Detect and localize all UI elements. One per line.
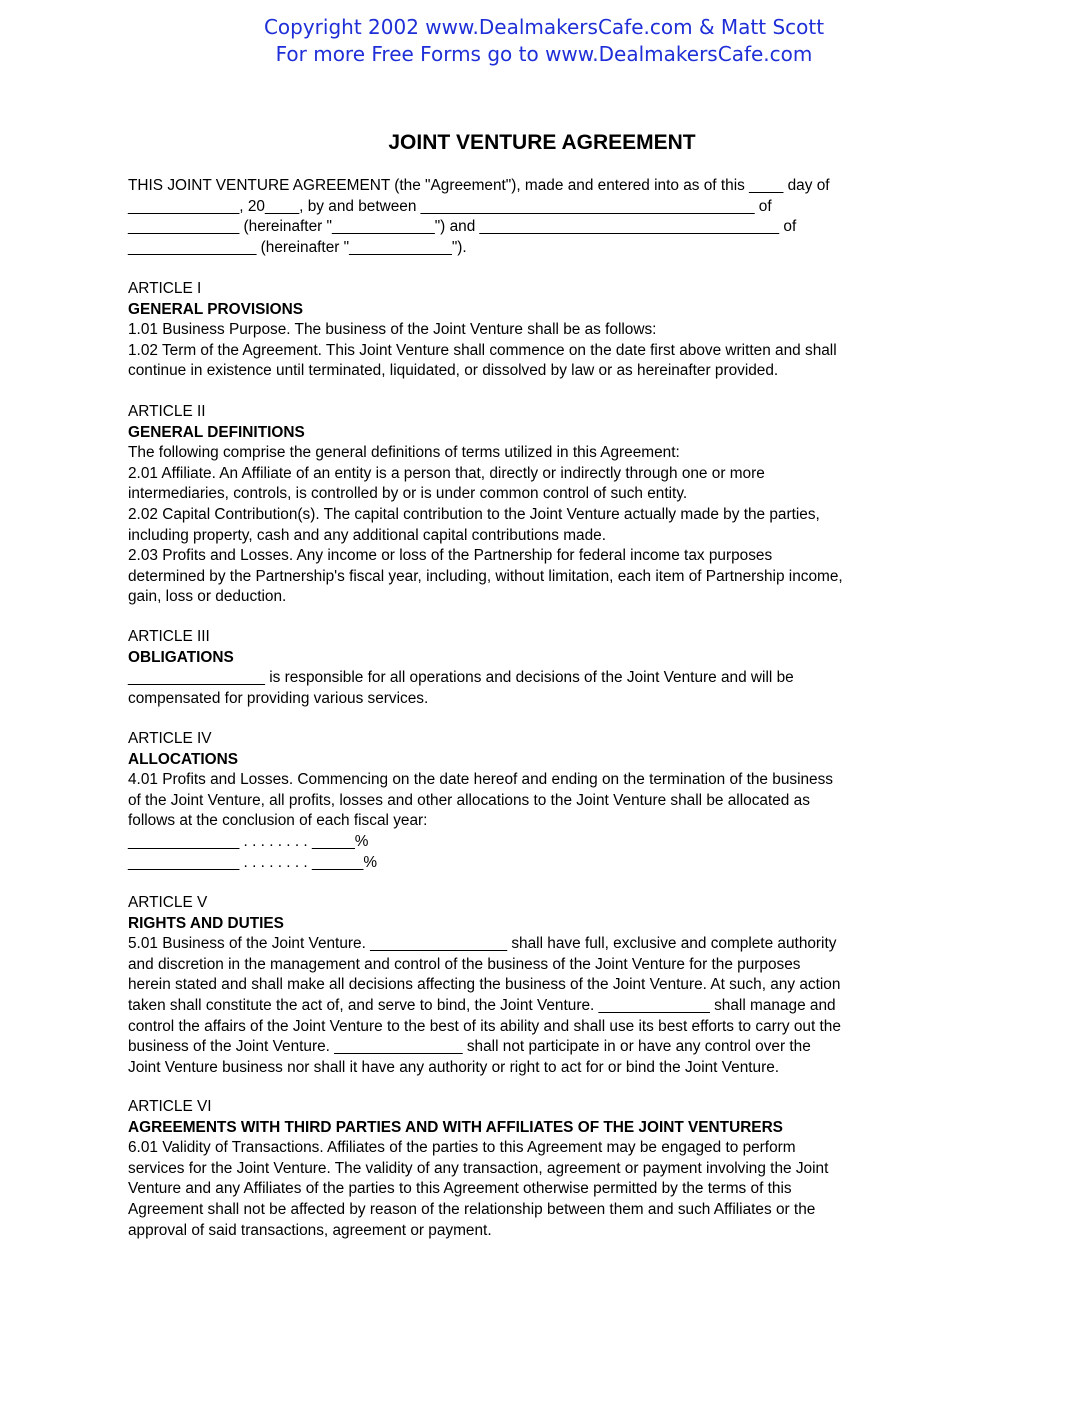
article-6	[128, 1097, 968, 1241]
intro-line: _____________ (hereinafter "____________") and ___________________________________ of	[128, 218, 797, 236]
article-label: ARTICLE III	[128, 628, 210, 645]
article-label: ARTICLE V	[128, 894, 208, 911]
article-line: 2.02 Capital Contribution(s). The capital contribution to the Joint Venture actually made by the parties,	[128, 505, 820, 523]
intro-line: _____________, 20____, by and between _______________________________________ of	[128, 197, 772, 215]
article-line: compensated for providing various services.	[128, 689, 429, 707]
article-line: follows at the conclusion of each fiscal year:	[128, 812, 428, 830]
article-line: intermediaries, controls, is controlled by or is under common control of such entity.	[128, 485, 688, 503]
article-line: 6.01 Validity of Transactions. Affiliates of the parties to this Agreement may be engaged to perform	[128, 1139, 796, 1157]
article-line: ________________ is responsible for all operations and decisions of the Joint Venture and will be	[128, 669, 794, 687]
article-5	[128, 893, 968, 1078]
article-line: continue in existence until terminated, liquidated, or dissolved by law or as hereinafter provided.	[128, 362, 779, 380]
document-title: JOINT VENTURE AGREEMENT	[388, 131, 696, 154]
article-line: determined by the Partnership's fiscal year, including, without limitation, each item of Partnership income,	[128, 567, 843, 585]
article-heading: AGREEMENTS WITH THIRD PARTIES AND WITH AFFILIATES OF THE JOINT VENTURERS	[128, 1118, 783, 1136]
article-line: including property, cash and any additional capital contributions made.	[128, 526, 606, 544]
article-1	[128, 279, 968, 382]
copyright-header	[0, 14, 1088, 68]
allocation-line: _____________ . . . . . . . . _____%	[128, 832, 369, 850]
article-line: taken shall constitute the act of, and serve to bind, the Joint Venture. _____________ shall manage and	[128, 996, 836, 1014]
article-heading: GENERAL PROVISIONS	[128, 300, 304, 318]
article-line: herein stated and shall make all decisions affecting the business of the Joint Venture. At such, any action	[128, 976, 841, 994]
article-line: 4.01 Profits and Losses. Commencing on the date hereof and ending on the termination of the business	[128, 771, 834, 789]
article-label: ARTICLE II	[128, 403, 206, 420]
article-4	[128, 729, 968, 873]
allocation-line: _____________ . . . . . . . . ______%	[128, 853, 378, 871]
article-line: services for the Joint Venture. The validity of any transaction, agreement or payment involving the Joint	[128, 1159, 829, 1177]
article-heading: GENERAL DEFINITIONS	[128, 423, 305, 441]
article-3	[128, 627, 968, 709]
article-line: 1.01 Business Purpose. The business of the Joint Venture shall be as follows:	[128, 321, 657, 339]
free-forms-line: For more Free Forms go to www.DealmakersCafe.com	[275, 42, 813, 66]
article-line: 2.03 Profits and Losses. Any income or loss of the Partnership for federal income tax purposes	[128, 547, 773, 565]
intro-line: _______________ (hereinafter "____________").	[128, 238, 467, 256]
article-label: ARTICLE I	[128, 280, 202, 297]
article-2	[128, 402, 968, 608]
article-line: Venture and any Affiliates of the parties to this Agreement otherwise permitted by the terms of this	[128, 1180, 792, 1198]
article-line: business of the Joint Venture. _______________ shall not participate in or have any control over the	[128, 1038, 811, 1056]
article-line: The following comprise the general definitions of terms utilized in this Agreement:	[128, 444, 680, 462]
article-heading: ALLOCATIONS	[128, 750, 239, 768]
article-line: 1.02 Term of the Agreement. This Joint Venture shall commence on the date first above written and shall	[128, 341, 837, 359]
article-line: approval of said transactions, agreement or payment.	[128, 1221, 492, 1239]
article-label: ARTICLE VI	[128, 1098, 212, 1115]
intro-paragraph	[128, 176, 968, 258]
article-line: gain, loss or deduction.	[128, 588, 287, 606]
copyright-line: Copyright 2002 www.DealmakersCafe.com & Matt Scott	[263, 15, 825, 39]
article-line: and discretion in the management and control of the business of the Joint Venture for the purposes	[128, 955, 801, 973]
article-line: 5.01 Business of the Joint Venture. ________________ shall have full, exclusive and complete authority	[128, 935, 837, 953]
article-line: Joint Venture business nor shall it have any authority or right to act for or bind the Joint Venture.	[128, 1058, 780, 1076]
article-heading: OBLIGATIONS	[128, 648, 234, 666]
intro-line: THIS JOINT VENTURE AGREEMENT (the "Agreement"), made and entered into as of this ____ day of	[128, 177, 830, 194]
article-line: of the Joint Venture, all profits, losses and other allocations to the Joint Venture shall be allocated as	[128, 791, 810, 809]
article-line: Agreement shall not be affected by reason of the relationship between them and such Affiliates or the	[128, 1200, 816, 1218]
article-line: 2.01 Affiliate. An Affiliate of an entity is a person that, directly or indirectly through one or more	[128, 464, 765, 482]
article-heading: RIGHTS AND DUTIES	[128, 914, 284, 932]
article-label: ARTICLE IV	[128, 730, 212, 747]
article-line: control the affairs of the Joint Venture to the best of its ability and shall use its best efforts to carry out the	[128, 1017, 841, 1035]
